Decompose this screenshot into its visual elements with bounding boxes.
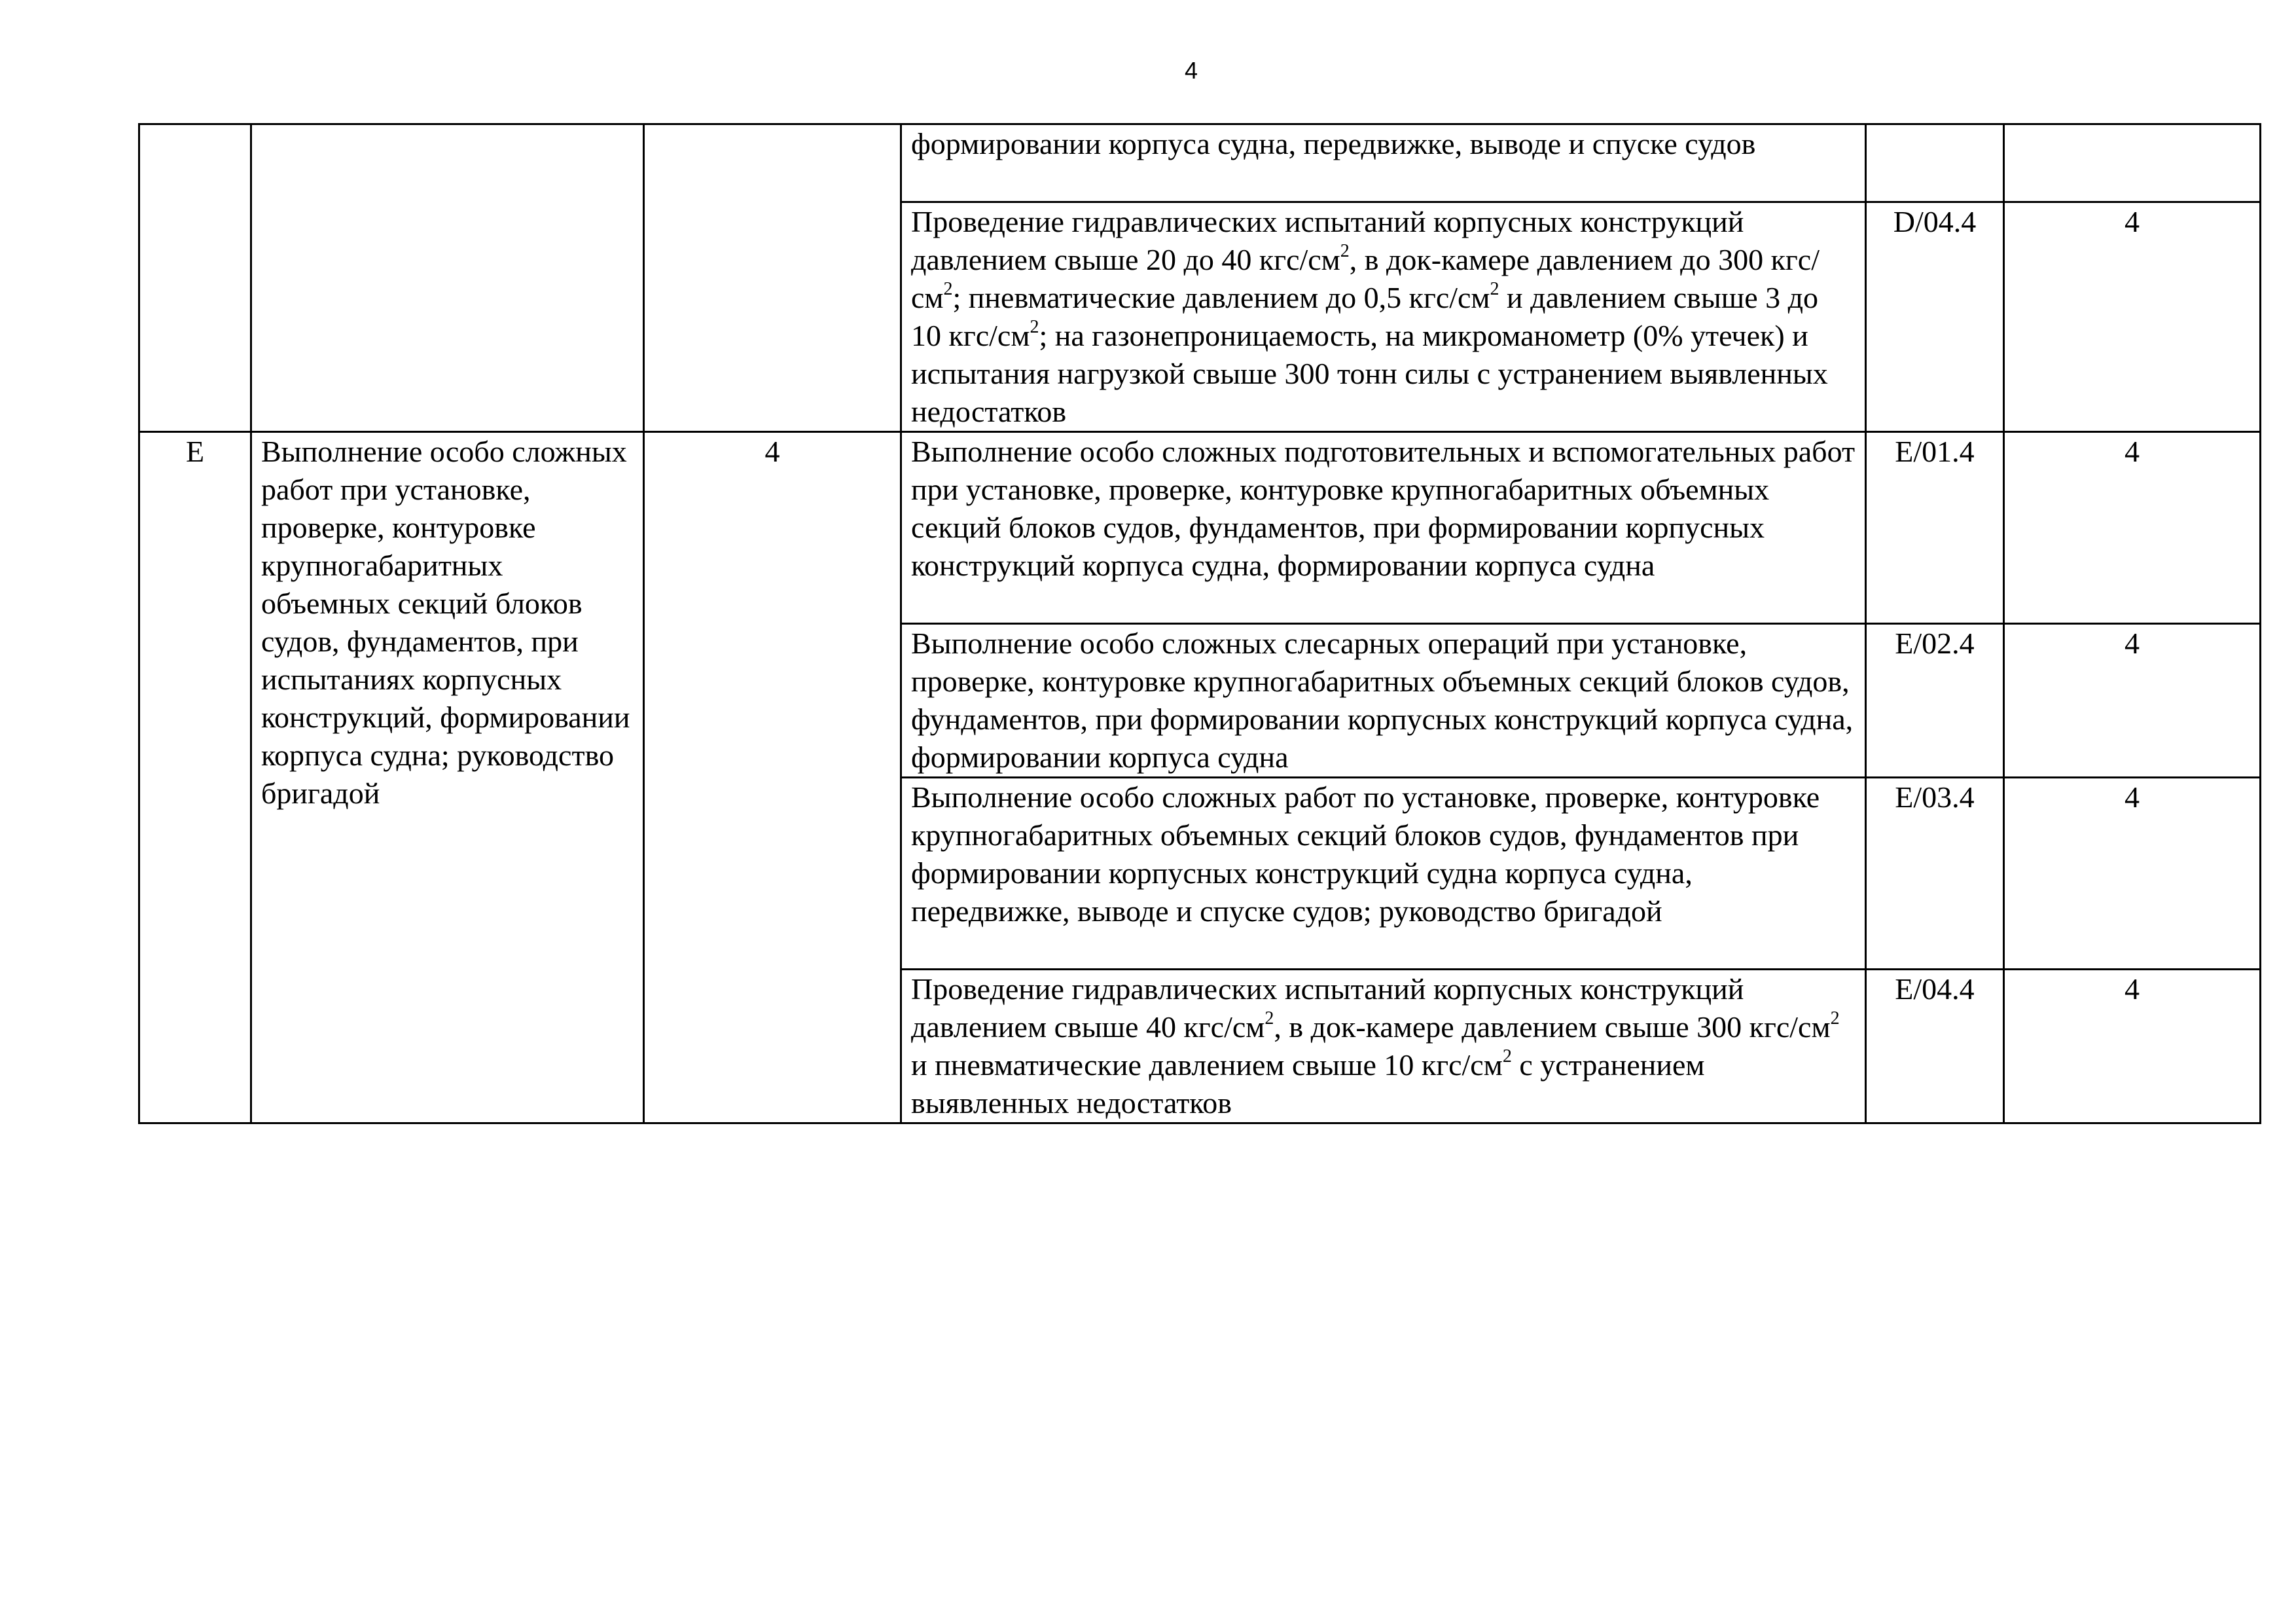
generalized-function-name-cell — [251, 432, 644, 1123]
function-cell — [901, 624, 1866, 778]
function-level-cell — [2004, 432, 2261, 624]
function-text: Проведение гидравлических испытаний корпусных конструкций давлением свыше 20 до 40 кгс/$см^2$, в док-камере давлением до 300 кгс/$см^2$; пневматические давлением до 0,5 кгс/$см^2$ и давлением свыше 3 до 10 кгс/$см^2$; на газонепроницаемость, на микроманометр (0% утечек) и испытания нагрузкой свыше 300 тонн силы с устранением выявленных недостатков — [911, 205, 1828, 428]
generalized-function-code-cell — [139, 432, 251, 1123]
function-code-cell — [1866, 202, 2004, 432]
function-level-cell — [2004, 778, 2261, 970]
function-code: E/04.4 — [1895, 972, 1975, 1006]
function-level-cell — [2004, 970, 2261, 1123]
empty-cell — [251, 124, 644, 432]
function-cell — [901, 970, 1866, 1123]
table-row — [139, 432, 2261, 624]
function-text: формировании корпуса судна, передвижке, выводе и спуске судов — [911, 127, 1756, 160]
qualification-level: 4 — [764, 435, 780, 468]
function-level: 4 — [2125, 627, 2140, 660]
function-level: 4 — [2125, 780, 2140, 814]
function-level: 4 — [2125, 205, 2140, 238]
function-text: Выполнение особо сложных слесарных операций при установке, проверке, контуровке крупногабаритных объемных секций блоков судов, фундаментов, при формировании корпусных конструкций корпуса судна, формировании корпуса судна — [911, 627, 1854, 774]
generalized-function-code: E — [185, 435, 205, 468]
function-code: E/03.4 — [1895, 780, 1975, 814]
function-text: Выполнение особо сложных работ по установке, проверке, контуровке крупногабаритных объемных секций блоков судов, фундаментов при формировании корпусных конструкций судна корпуса судна, передвижке, выводе и спуске судов; руководство бригадой — [911, 780, 1820, 928]
function-cell — [901, 432, 1866, 624]
qualification-table — [138, 123, 2261, 1124]
table-row — [139, 124, 2261, 202]
function-text: Выполнение особо сложных подготовительных и вспомогательных работ при установке, проверке, контуровке крупногабаритных объемных секций блоков судов, фундаментов, при формировании корпусных конструкций корпуса судна, формировании корпуса судна — [911, 435, 1856, 582]
function-cell — [901, 778, 1866, 970]
empty-cell — [2004, 124, 2261, 202]
function-code-cell — [1866, 432, 2004, 624]
function-text: Проведение гидравлических испытаний корпусных конструкций давлением свыше 40 кгс/$см^2$, в док-камере давлением свыше 300 кгс/$см^2$ и пневматические давлением свыше 10 кгс/$см^2$ с устранением выявленных недостатков — [911, 972, 1840, 1120]
function-level-cell — [2004, 624, 2261, 778]
empty-cell — [139, 124, 251, 432]
function-level: 4 — [2125, 972, 2140, 1006]
function-code-cell — [1866, 778, 2004, 970]
function-code: E/02.4 — [1895, 627, 1975, 660]
function-code-cell — [1866, 624, 2004, 778]
page-number: 4 — [1184, 57, 1198, 84]
function-level-cell — [2004, 202, 2261, 432]
function-code: D/04.4 — [1893, 205, 1977, 238]
function-cell — [901, 202, 1866, 432]
function-code-cell — [1866, 970, 2004, 1123]
function-cell — [901, 124, 1866, 202]
function-level: 4 — [2125, 435, 2140, 468]
empty-cell — [1866, 124, 2004, 202]
qualification-level-cell — [644, 432, 901, 1123]
empty-cell — [644, 124, 901, 432]
generalized-function-name: Выполнение особо сложных работ при установке, проверке, контуровке крупногабаритных объемных секций блоков судов, фундаментов, при испытаниях корпусных конструкций, формировании корпуса судна; руководство бригадой — [261, 435, 630, 810]
function-code: E/01.4 — [1895, 435, 1975, 468]
